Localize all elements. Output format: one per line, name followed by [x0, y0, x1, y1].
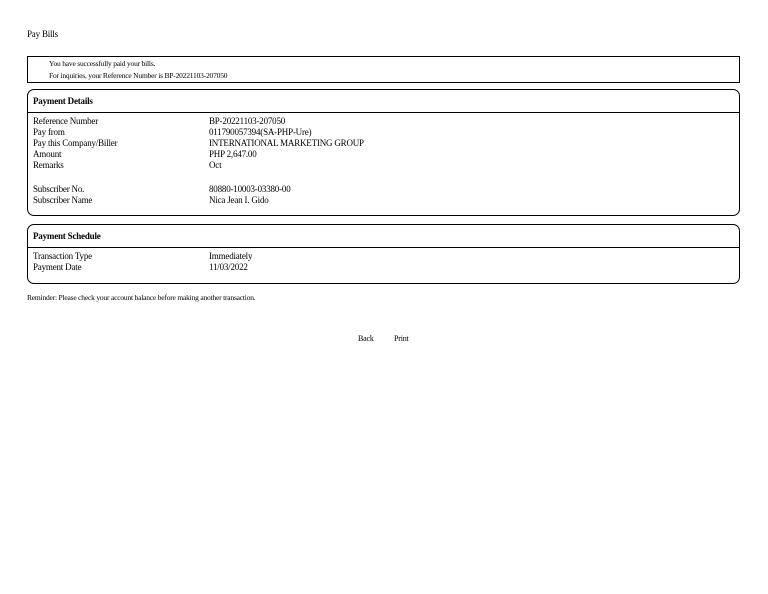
page-title: Pay Bills	[27, 29, 58, 39]
detail-row-remarks	[33, 160, 734, 171]
confirmation-message-box	[27, 56, 740, 83]
detail-value: PHP 2,647.00	[209, 149, 257, 159]
detail-value: INTERNATIONAL MARKETING GROUP	[209, 138, 364, 148]
schedule-row-payment-date	[33, 262, 734, 273]
back-link[interactable]: Back	[358, 334, 374, 343]
reminder-text: Reminder: Please check your account balance before making another transaction.	[27, 293, 256, 302]
detail-value: Oct	[209, 160, 222, 170]
payment-details-header: Payment Details	[28, 90, 739, 113]
detail-label: Pay from	[33, 127, 65, 137]
payment-details-panel	[27, 89, 740, 216]
detail-label: Amount	[33, 149, 62, 159]
detail-row-biller	[33, 138, 734, 149]
payment-schedule-panel	[27, 224, 740, 284]
schedule-value: 11/03/2022	[209, 262, 248, 272]
schedule-value: Immediately	[209, 251, 253, 261]
detail-label: Reference Number	[33, 116, 99, 126]
detail-label: Subscriber No.	[33, 184, 85, 194]
detail-value: BP-20221103-207050	[209, 116, 286, 126]
schedule-label: Transaction Type	[33, 251, 92, 261]
payment-details-rows	[33, 116, 734, 206]
detail-value: 011790057394(SA-PHP-Ure)	[209, 127, 312, 137]
detail-row-reference-number	[33, 116, 734, 127]
detail-value: 80880-10003-03380-00	[209, 184, 291, 194]
schedule-label: Payment Date	[33, 262, 82, 272]
payment-schedule-header: Payment Schedule	[28, 225, 739, 248]
detail-value: Nica Jean I. Gido	[209, 195, 269, 205]
row-spacer	[33, 171, 734, 184]
detail-label: Remarks	[33, 160, 64, 170]
detail-label: Pay this Company/Biller	[33, 138, 118, 148]
confirmation-reference-text: For inquiries, your Reference Number is BP-20221103-207050	[49, 71, 228, 80]
detail-row-amount	[33, 149, 734, 160]
print-link[interactable]: Print	[394, 334, 409, 343]
confirmation-success-text: You have successfully paid your bills.	[49, 59, 156, 68]
detail-label: Subscriber Name	[33, 195, 93, 205]
detail-row-pay-from	[33, 127, 734, 138]
detail-row-subscriber-no	[33, 184, 734, 195]
detail-row-subscriber-name	[33, 195, 734, 206]
schedule-row-transaction-type	[33, 251, 734, 262]
payment-schedule-rows	[33, 251, 734, 273]
